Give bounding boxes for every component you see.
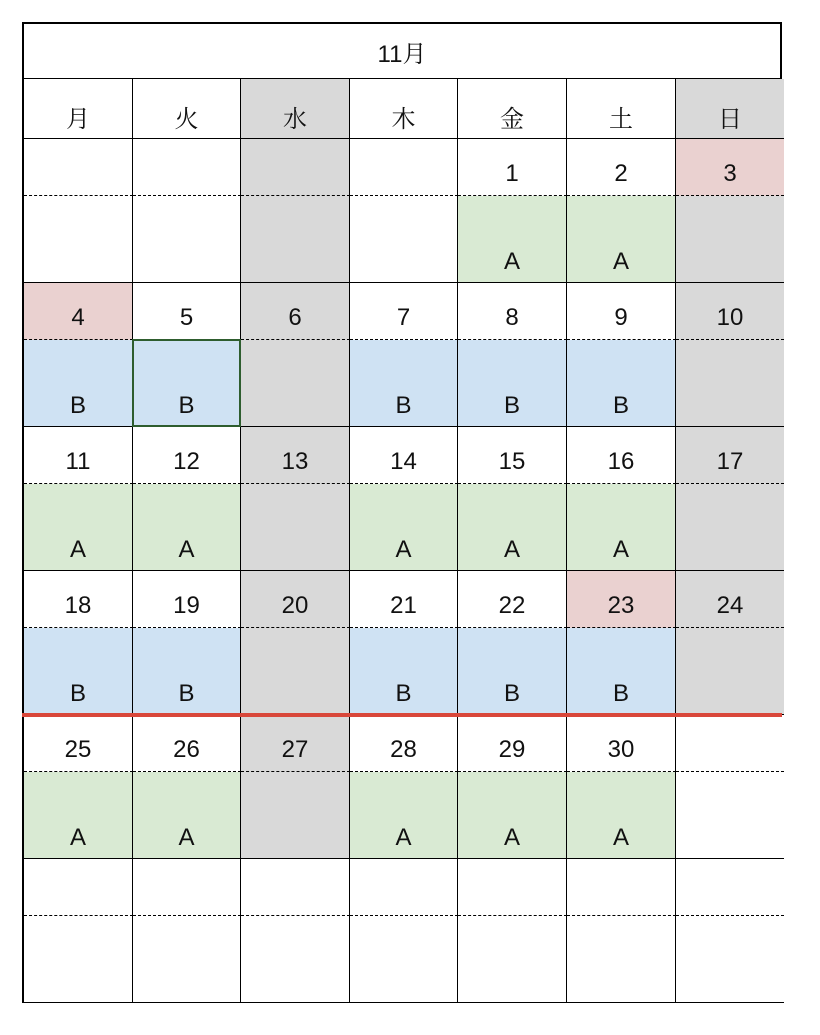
week-separator-line (22, 713, 782, 717)
month-title[interactable]: 11月 (22, 22, 782, 79)
shift-cell[interactable] (241, 484, 350, 571)
calendar-grid (22, 79, 782, 1003)
day-number-cell[interactable] (676, 859, 784, 916)
day-number-cell[interactable]: 14 (350, 427, 458, 484)
shift-cell[interactable] (676, 916, 784, 1003)
shift-cell[interactable]: A (133, 484, 241, 571)
shift-cell[interactable] (458, 916, 567, 1003)
shift-cell[interactable] (133, 196, 241, 283)
shift-cell[interactable]: A (350, 772, 458, 859)
day-number-cell[interactable] (241, 139, 350, 196)
day-number-cell[interactable] (133, 139, 241, 196)
weekday-header[interactable]: 火 (133, 79, 241, 139)
day-number-cell[interactable] (241, 859, 350, 916)
shift-cell[interactable]: A (350, 484, 458, 571)
day-number-cell[interactable]: 20 (241, 571, 350, 628)
shift-cell[interactable]: B (567, 628, 676, 715)
shift-cell[interactable] (676, 196, 784, 283)
weekday-header[interactable]: 木 (350, 79, 458, 139)
day-number-cell[interactable]: 23 (567, 571, 676, 628)
weekday-header[interactable]: 月 (24, 79, 133, 139)
day-number-cell[interactable]: 17 (676, 427, 784, 484)
shift-cell[interactable]: B (350, 340, 458, 427)
day-number-cell[interactable] (458, 859, 567, 916)
day-number-cell[interactable]: 6 (241, 283, 350, 340)
day-number-cell[interactable]: 2 (567, 139, 676, 196)
day-number-cell[interactable]: 24 (676, 571, 784, 628)
shift-cell[interactable]: A (458, 772, 567, 859)
day-number-cell[interactable]: 15 (458, 427, 567, 484)
shift-cell[interactable]: A (567, 196, 676, 283)
weekday-header[interactable]: 土 (567, 79, 676, 139)
shift-cell[interactable]: B (24, 628, 133, 715)
day-number-cell[interactable] (24, 139, 133, 196)
shift-cell[interactable] (241, 340, 350, 427)
weekday-header[interactable]: 日 (676, 79, 784, 139)
day-number-cell[interactable]: 25 (24, 715, 133, 772)
shift-cell[interactable]: A (458, 484, 567, 571)
shift-cell[interactable] (350, 196, 458, 283)
shift-cell[interactable]: A (24, 772, 133, 859)
shift-cell[interactable]: A (24, 484, 133, 571)
shift-cell[interactable] (241, 628, 350, 715)
shift-cell[interactable]: B (350, 628, 458, 715)
day-number-cell[interactable]: 11 (24, 427, 133, 484)
shift-cell[interactable] (676, 628, 784, 715)
day-number-cell[interactable] (350, 139, 458, 196)
shift-cell[interactable] (241, 916, 350, 1003)
day-number-cell[interactable] (567, 859, 676, 916)
day-number-cell[interactable] (676, 715, 784, 772)
day-number-cell[interactable]: 7 (350, 283, 458, 340)
shift-cell[interactable] (676, 772, 784, 859)
day-number-cell[interactable]: 3 (676, 139, 784, 196)
day-number-cell[interactable]: 22 (458, 571, 567, 628)
shift-cell[interactable] (241, 196, 350, 283)
day-number-cell[interactable] (24, 859, 133, 916)
shift-cell[interactable]: B (24, 340, 133, 427)
day-number-cell[interactable]: 30 (567, 715, 676, 772)
day-number-cell[interactable] (133, 859, 241, 916)
shift-cell[interactable] (567, 916, 676, 1003)
shift-cell[interactable]: B (458, 628, 567, 715)
day-number-cell[interactable]: 18 (24, 571, 133, 628)
day-number-cell[interactable]: 9 (567, 283, 676, 340)
day-number-cell[interactable]: 12 (133, 427, 241, 484)
shift-cell[interactable] (676, 340, 784, 427)
shift-cell[interactable] (241, 772, 350, 859)
day-number-cell[interactable]: 13 (241, 427, 350, 484)
day-number-cell[interactable]: 5 (133, 283, 241, 340)
day-number-cell[interactable]: 8 (458, 283, 567, 340)
day-number-cell[interactable]: 29 (458, 715, 567, 772)
shift-cell[interactable]: B (133, 628, 241, 715)
shift-cell[interactable]: A (567, 484, 676, 571)
day-number-cell[interactable]: 19 (133, 571, 241, 628)
shift-cell[interactable] (676, 484, 784, 571)
day-number-cell[interactable]: 21 (350, 571, 458, 628)
shift-cell[interactable] (350, 916, 458, 1003)
shift-cell[interactable] (133, 916, 241, 1003)
weekday-header[interactable]: 水 (241, 79, 350, 139)
shift-cell[interactable]: A (567, 772, 676, 859)
day-number-cell[interactable]: 27 (241, 715, 350, 772)
day-number-cell[interactable]: 16 (567, 427, 676, 484)
shift-cell[interactable]: B (567, 340, 676, 427)
shift-cell[interactable]: A (133, 772, 241, 859)
selected-shift-cell[interactable]: B (133, 340, 241, 427)
shift-cell[interactable]: B (458, 340, 567, 427)
day-number-cell[interactable]: 28 (350, 715, 458, 772)
day-number-cell[interactable] (350, 859, 458, 916)
day-number-cell[interactable]: 10 (676, 283, 784, 340)
day-number-cell[interactable]: 26 (133, 715, 241, 772)
calendar-sheet (22, 22, 782, 1003)
weekday-header[interactable]: 金 (458, 79, 567, 139)
shift-cell[interactable]: A (458, 196, 567, 283)
shift-cell[interactable] (24, 916, 133, 1003)
day-number-cell[interactable]: 4 (24, 283, 133, 340)
day-number-cell[interactable]: 1 (458, 139, 567, 196)
shift-cell[interactable] (24, 196, 133, 283)
